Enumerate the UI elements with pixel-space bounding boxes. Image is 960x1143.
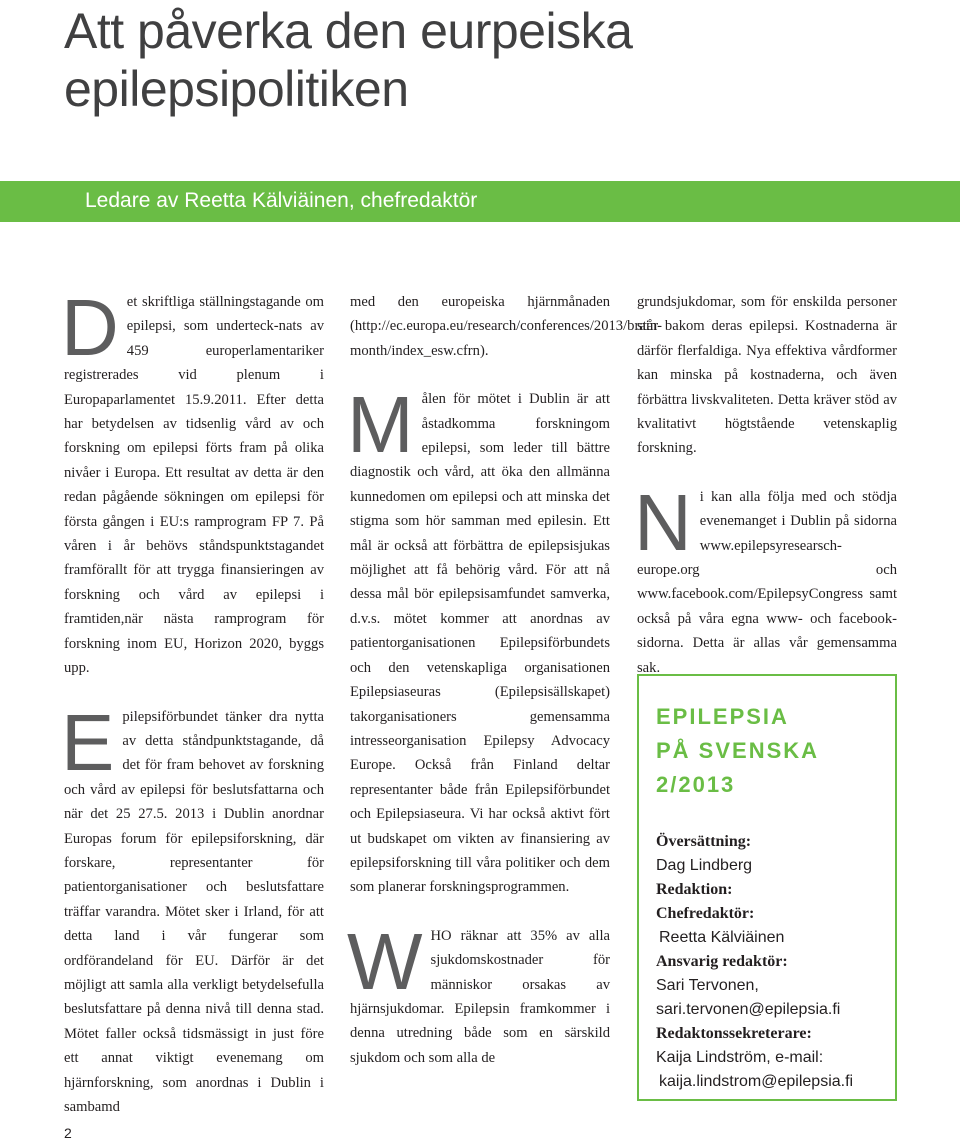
title-line-1: Att påverka den eurpeiska [64, 3, 633, 59]
column-1 [61, 283, 324, 1119]
paragraph [347, 916, 610, 1070]
paragraph-text: med den europeiska hjärnmånaden (http://ec.europa.eu/research/conferences/2013/brain-month/index_esw.cfrn). [350, 294, 662, 359]
chief-editor: Reetta Kälviäinen [659, 929, 785, 946]
article-title [64, 2, 632, 118]
responsible-editor: Sari Tervonen, [656, 977, 759, 994]
paragraph [61, 697, 324, 1120]
title-line-2: epilepsipolitiken [64, 61, 409, 117]
magazine-name: EPILEPSIA [656, 704, 789, 729]
paragraph [350, 290, 662, 363]
paragraph-text: pilepsiförbundet tänker dra nytta av detta ståndpunktstagande, då det för fram behovet av forskning och vård av epilepsi för beslutsfattarna och när det 25 27.5. 2013 i Dublin anordnar Europas forum för epilepsiforskning, där forskare, representanter för patientorganisationer och beslutsfattare träffar varandra. Mötet sker i Irland, för att detta land i vår fungerar som ordförandeland för EU. Därför är det möjligt att samla alla verkligt betydelsefulla beslutsfattare på denna nivå till denna stad. Mötet faller också tidsmässigt in just före ett annat viktigt evenemang om hjärnforskning, som anordnas i Dublin i sambamd [64, 708, 324, 1115]
byline-band [0, 181, 960, 222]
column-2 [347, 290, 662, 1070]
paragraph-text: et skriftliga ställningstagande om epilepsi, som underteck-nats av 459 europerlamentariker registrerades vid plenum i Europaparlamentet 15.9.2011. Efter detta har betydelsen av tidsenlig vård av och forskning om epilepsi förts fram på olika nivåer i Europa. Ett resultat av detta är den redan pågående sökningen om epilepsi för första gången i EU:s ramprogram FP 7. På våren i år behövs ståndspunktstagandet framförallt för att trygga finansieringen av forskning och vård av epilepsi i framtiden,när nästa ramprogram för forskning inom EU, Horizon 2020, byggs upp. [64, 294, 324, 677]
paragraph [634, 477, 897, 680]
magazine-language: PÅ SVENSKA [656, 738, 820, 763]
chief-editor-label: Chefredaktör: [656, 905, 755, 922]
drop-cap: E [61, 697, 115, 787]
secretary-label: Redaktonssekreterare: [656, 1025, 812, 1042]
magazine-info-box [637, 674, 897, 1101]
secretary: Kaija Lindström, e-mail: [656, 1049, 824, 1066]
byline: Ledare av Reetta Kälviäinen, chefredaktör [85, 189, 478, 212]
page-number: 2 [64, 1125, 72, 1141]
paragraph-text: grundsjukdomar, som för enskilda personer står bakom deras epilepsi. Kostnaderna är därför flerfaldiga. Nya effektiva vårdformer kan minska på kostnaderna, och även förbättra livskvaliteten. Detta kräver stöd av kvalitativt högtstående vetenskaplig forskning. [637, 294, 897, 457]
drop-cap: D [61, 283, 119, 372]
translation-label: Översättning: [656, 833, 752, 850]
paragraph-text: ålen för mötet i Dublin är att åstadkomma forskningom epilepsi, som leder till bättre diagnostik och vård, att öka den allmänna kunnedomen om epilepsi och att minska det stigma som hör samman med epilesin. Ett mål är också att förbättra de epilepsisjukas möjlighet att få behörig vård. För att nå dessa mål bör epilepsisamfundet samverka, d.v.s. mötet kommer att anordnas av patientorganisationen Epilepsiförbundets och den vetenskapliga organisationen Epilepsiaseuras (Epilepsisällskapet) takorganisationers gemensamma intresseorganisation Epilepsy Advocacy Europe. Också från Finland deltar representanter både från Epilepsiförbundet och Epilepsiaseura. Vi har också aktivt fört ut budskapet om vikten av finansiering av epilepsiforskning till våra politiker och dem som planerar forskningsprogrammen. [350, 391, 610, 896]
editorial-label: Redaktion: [656, 881, 733, 898]
paragraph [637, 290, 897, 461]
issue-number: 2/2013 [656, 772, 736, 797]
paragraph [347, 380, 610, 900]
drop-cap: W [347, 916, 423, 1006]
responsible-editor-label: Ansvarig redaktör: [656, 953, 788, 970]
paragraph [61, 283, 324, 681]
secretary-email: kaija.lindstrom@epilepsia.fi [659, 1073, 854, 1090]
translator: Dag Lindberg [656, 857, 753, 874]
paragraph-text: i kan alla följa med och stödja evenemanget i Dublin på sidorna www.epilepsyresearsch-europe.org och www.facebook.com/EpilepsyCongress samt också på våra egna www- och facebook-sidorna. Detta är allas vår gemensamma sak. [637, 488, 897, 676]
credits [656, 830, 895, 1094]
drop-cap: N [634, 477, 692, 567]
responsible-editor-email: sari.tervonen@epilepsia.fi [656, 1001, 841, 1018]
column-3 [634, 290, 897, 680]
paragraph-text: HO räknar att 35% av alla sjukdomskostnader för människor orsakas av hjärnsjukdomar. Epilepsin framkommer i denna utredning både som en särskild sjukdom och som alla de [350, 927, 610, 1066]
drop-cap: M [347, 380, 414, 470]
